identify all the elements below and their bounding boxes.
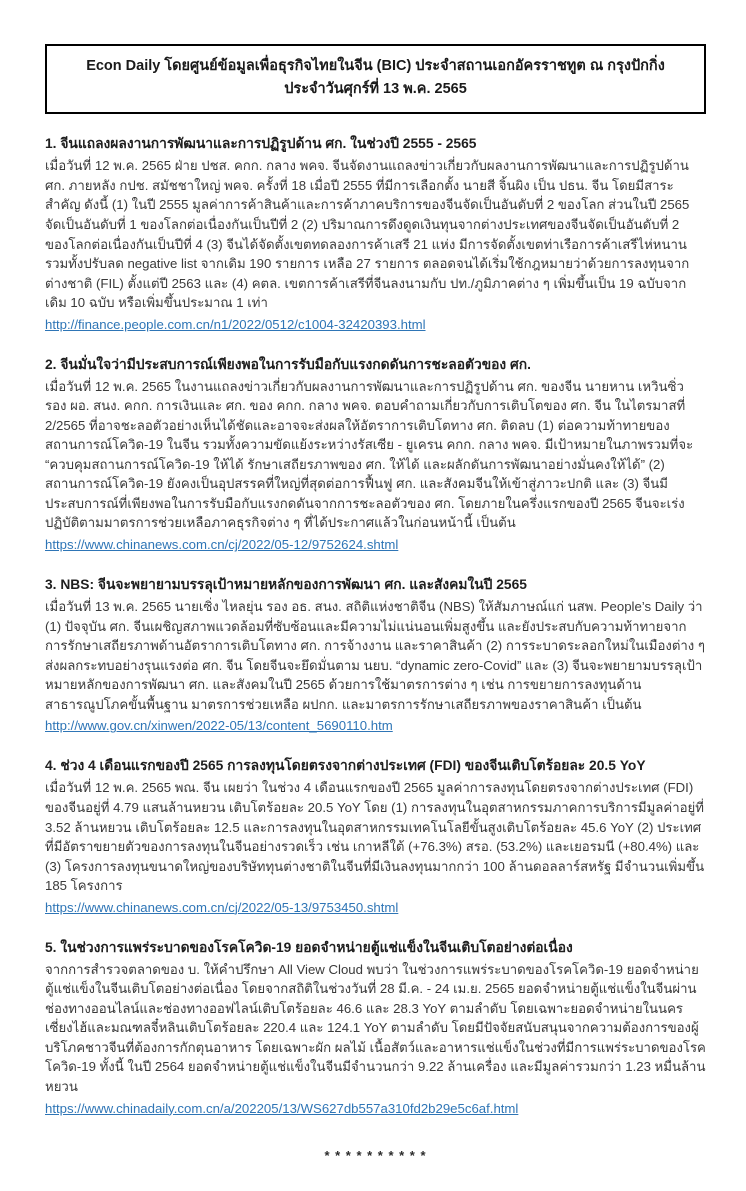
- news-link-4[interactable]: https://www.chinanews.com.cn/cj/2022/05-13/9753450.shtml: [45, 899, 399, 915]
- news-title-3: 3. NBS: จีนจะพยายามบรรลุเป้าหมายหลักของการพัฒนา ศก. และสังคมในปี 2565: [45, 577, 527, 593]
- news-body-1: เมื่อวันที่ 12 พ.ค. 2565 ฝ่าย ปชส. คกก. กลาง พคจ. จีนจัดงานแถลงข่าวเกี่ยวกับผลงานการพัฒนาและการปฏิรูปด้าน ศก. ภายหลัง กปช. สมัชชาใหญ่ พคจ. ครั้งที่ 18 เมื่อปี 2555 ที่มีการเลือกตั้ง นายสี จิ้นผิง เป็น ปธน. จีน โดยมีสาระสำคัญ ดังนี้ (1) ในปี 2555 มูลค่าการค้าสินค้าและการค้าภาคบริการของจีนจัดเป็นอันดับที่ 2 ของโลก ส่วนในปี 2565 จัดเป็นอันดับที่ 1 ของโลกต่อเนื่องกันเป็นปีที่ 2 (2) ปริมาณการดึงดูดเงินทุนจากต่างประเทศของจีนจัดเป็นอันดับที่ 2 ของโลกต่อเนื่องกันเป็นปีที่ 4 (3) จีนได้จัดตั้งเขตทดลองการค้าเสรี 21 แห่ง มีการจัดตั้งเขตท่าเรือการค้าเสรีไห่หนาน รวมทั้งปรับลด negative list จากเดิม 190 รายการ เหลือ 27 รายการ ตลอดจนได้เริ่มใช้กฎหมายว่าด้วยการลงทุนจากต่างชาติ (FIL) ตั้งแต่ปี 2563 และ (4) คตล. เขตการค้าเสรีที่จีนลงนามกับ ปท./ภูมิภาคต่าง ๆ เพิ่มขึ้นเป็น 19 ฉบับจากเดิม 10 ฉบับ หรือเพิ่มขึ้นประมาณ 1 เท่า: [45, 158, 690, 311]
- news-body-3: เมื่อวันที่ 13 พ.ค. 2565 นายเซิ่ง ไหลยุ่น รอง อธ. สนง. สถิติแห่งชาติจีน (NBS) ให้สัมภาษณ์แก่ นสพ. People’s Daily ว่า (1) ปัจจุบัน ศก. จีนเผชิญสภาพแวดล้อมที่ซับซ้อนและมีความไม่แน่นอนเพิ่มสูงขึ้น และยังประสบกับความท้าทายจากการรักษาเสถียรภาพด้านอัตราการเติบโตทาง ศก. การจ้างงาน และราคาสินค้า (2) การระบาดระลอกใหม่ในเมืองต่าง ๆ ส่งผลกระทบอย่างรุนแรงต่อ ศก. จีน โดยจีนจะยึดมั่นตาม นยบ. “dynamic zero-Covid” และ (3) จีนจะพยายามบรรลุเป้าหมายหลักของการพัฒนา ศก. และสังคมในปี 2565 ด้วยการใช้มาตรการต่าง ๆ เช่น การขยายการลงทุนด้านสาธารณูปโภคขั้นพื้นฐาน มาตรการช่วยเหลือ ผปกก. และมาตรการรักษาเสถียรภาพของราคาสินค้า เป็นต้น: [45, 599, 705, 712]
- news-title-1: 1. จีนแถลงผลงานการพัฒนาและการปฏิรูปด้าน ศก. ในช่วงปี 2555 - 2565: [45, 136, 477, 152]
- news-item-2: [45, 355, 706, 554]
- news-link-5[interactable]: https://www.chinadaily.com.cn/a/202205/13/WS627db557a310fd2b29e5c6af.html: [45, 1100, 519, 1116]
- news-body-5: จากการสำรวจตลาดของ บ. ให้คำปรึกษา All View Cloud พบว่า ในช่วงการแพร่ระบาดของโรคโควิด-19 ยอดจำหน่ายตู้แช่แข็งในจีนเติบโตอย่างต่อเนื่อง โดยจากสถิติในช่วงวันที่ 28 มี.ค. - 24 เม.ย. 2565 ยอดจำหน่ายตู้แช่แข็งในจีนผ่านช่องทางออนไลน์และช่องทางออฟไลน์เติบโตร้อยละ 46.6 และ 28.3 YoY ตามลำดับ โดยเฉพาะยอดจำหน่ายในนครเซี่ยงไฮ้และมณฑลจี๋หลินเติบโตร้อยละ 220.4 และ 124.1 YoY ตามลำดับ โดยมีปัจจัยสนับสนุนจากความต้องการของผู้บริโภคชาวจีนที่ต้องการกักตุนอาหาร โดยเฉพาะผัก ผลไม้ เนื้อสัตว์และอาหารแช่แข็งในช่วงที่มีการแพร่ระบาดของโรคโควิด-19 ทั้งนี้ ในปี 2564 ยอดจำหน่ายตู้แช่แข็งในจีนมีจำนวนกว่า 9.22 ล้านเครื่อง และมีมูลค่ารวมกว่า 1.23 หมื่นล้านหยวน: [45, 961, 706, 1094]
- news-item-4: [45, 756, 706, 916]
- news-body-2: เมื่อวันที่ 12 พ.ค. 2565 ในงานแถลงข่าวเกี่ยวกับผลงานการพัฒนาและการปฏิรูปด้าน ศก. ของจีน นายหาน เหวินซิ่ว รอง ผอ. สนง. คกก. การเงินและ ศก. ของ คกก. กลาง พคจ. ตอบคำถามเกี่ยวกับการเติบโตของ ศก. จีน ในไตรมาสที่ 2/2565 ที่อาจชะลอตัวอย่างเห็นได้ชัดและอาจจะส่งผลให้อัตราการเติบโตทาง ศก. ติดลบ (1) ต่อความท้าทายของสถานการณ์โควิด-19 ในจีน รวมทั้งความขัดแย้งระหว่างรัสเซีย - ยูเครน คกก. กลาง พคจ. มีเป้าหมายในภาพรวมที่จะ “ควบคุมสถานการณ์โควิด-19 ให้ได้ รักษาเสถียรภาพของ ศก. ให้ได้ และผลักดันการพัฒนาอย่างมั่นคงให้ได้” (2) สถานการณ์โควิด-19 ยังคงเป็นอุปสรรคที่ใหญ่ที่สุดต่อการฟื้นฟู ศก. และสังคมจีนให้เข้าสู่ภาวะปกติ และ (3) จีนมีประสบการณ์ที่เพียงพอในการรับมือกับแรงกดดันจากการชะลอตัวของ ศก. โดยภายในครึ่งแรกของปี 2565 จีนจะเร่งปฏิบัติตามมาตรการช่วยเหลือภาคธุรกิจต่าง ๆ ที่ได้ประกาศแล้วในก่อนหน้านี้ เป็นต้น: [45, 378, 694, 531]
- header-title-line2: ประจำวันศุกร์ที่ 13 พ.ค. 2565: [284, 81, 467, 98]
- news-body-4: เมื่อวันที่ 12 พ.ค. 2565 พณ. จีน เผยว่า ในช่วง 4 เดือนแรกของปี 2565 มูลค่าการลงทุนโดยตรงจากต่างประเทศ (FDI) ของจีนอยู่ที่ 4.79 แสนล้านหยวน เติบโตร้อยละ 20.5 YoY โดย (1) การลงทุนในอุตสาหกรรมภาคการบริการมีมูลค่าอยู่ที่ 3.52 ล้านหยวน เติบโตร้อยละ 12.5 และการลงทุนในอุตสาหกรรมเทคโนโลยีขั้นสูงเติบโตร้อยละ 45.6 YoY (2) ประเทศที่มีอัตราขยายตัวของการลงทุนในจีนอย่างรวดเร็ว เช่น เกาหลีใต้ (+76.3%) สรอ. (53.2%) และเยอรมนี (+80.4%) และ (3) โครงการลงทุนขนาดใหญ่ของบริษัททุนต่างชาติในจีนที่มีเงินลงทุนมากกว่า 100 ล้านดอลลาร์สหรัฐ มีจำนวนเพิ่มขึ้น 185 โครงการ: [45, 780, 705, 894]
- news-link-1[interactable]: http://finance.people.com.cn/n1/2022/0512/c1004-32420393.html: [45, 316, 426, 332]
- header-title-line1: Econ Daily โดยศูนย์ข้อมูลเพื่อธุรกิจไทยในจีน (BIC) ประจำสถานเอกอัครราชทูต ณ กรุงปักกิ่ง: [86, 58, 665, 74]
- news-title-4: 4. ช่วง 4 เดือนแรกของปี 2565 การลงทุนโดยตรงจากต่างประเทศ (FDI) ของจีนเติบโตร้อยละ 20.5 YoY: [45, 758, 646, 774]
- footer-asterisk-separator: * * * * * * * * * *: [324, 1147, 427, 1163]
- news-link-2[interactable]: https://www.chinanews.com.cn/cj/2022/05-12/9752624.shtml: [45, 537, 399, 553]
- news-title-2: 2. จีนมั่นใจว่ามีประสบการณ์เพียงพอในการรับมือกับแรงกดดันการชะลอตัวของ ศก.: [45, 356, 531, 372]
- header-box: [45, 44, 706, 114]
- news-item-1: [45, 134, 706, 333]
- news-item-5: [45, 938, 706, 1118]
- news-link-3[interactable]: http://www.gov.cn/xinwen/2022-05/13/content_5690110.htm: [45, 718, 393, 734]
- news-title-5: 5. ในช่วงการแพร่ระบาดของโรคโควิด-19 ยอดจำหน่ายตู้แช่แข็งในจีนเติบโตอย่างต่อเนื่อง: [45, 939, 573, 955]
- news-item-3: [45, 575, 706, 735]
